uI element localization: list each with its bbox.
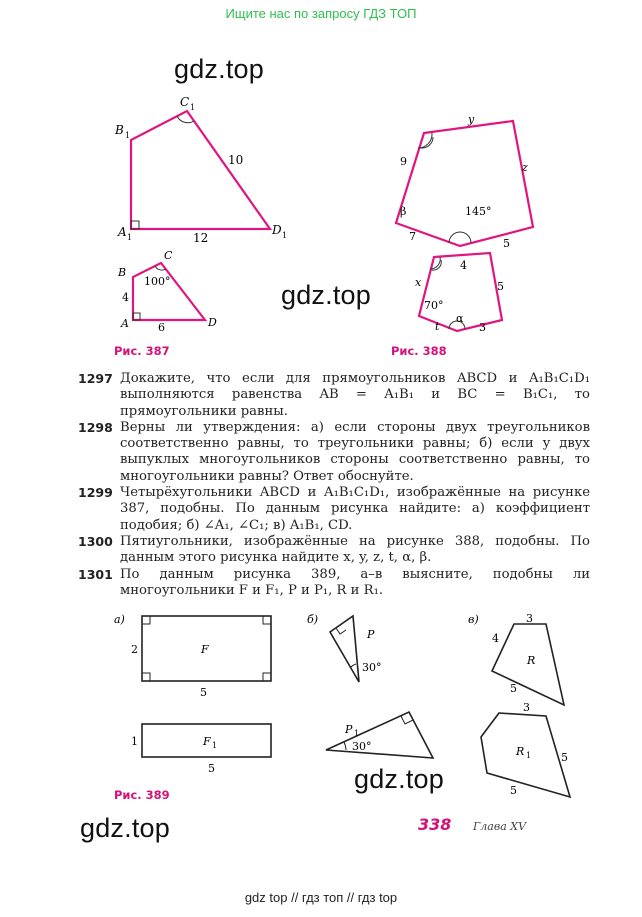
svg-text:12: 12: [193, 231, 209, 245]
watermark: gdz.top: [354, 764, 444, 794]
top-banner[interactable]: Ищите нас по запросу ГДЗ ТОП: [225, 6, 417, 21]
svg-text:y: y: [468, 113, 475, 126]
svg-text:1: 1: [125, 131, 131, 140]
fig389-v: [468, 612, 570, 797]
svg-text:5: 5: [503, 237, 510, 250]
svg-text:1: 1: [127, 233, 133, 242]
fig388-caption: Рис. 388: [391, 344, 447, 358]
problem-text: Четырёхугольники ABCD и A₁B₁C₁D₁, изображённые на рисунке 387, подобны. По данным рисунка найдите: а) коэффициент подобия; б) ∠A₁, ∠C₁; в) A₁B₁, CD.: [120, 485, 590, 533]
svg-text:5: 5: [208, 762, 215, 775]
svg-text:9: 9: [400, 155, 407, 168]
svg-text:4: 4: [492, 632, 499, 645]
svg-text:б): б): [307, 613, 319, 626]
watermark: gdz.top: [80, 813, 170, 843]
problem-text: Верны ли утверждения: а) если стороны двух треугольников соответственно равны, то треугольники равны; б) если у двух выпуклых многоугольников стороны соответственно равны, то многоугольники равны? Ответ обоснуйте.: [120, 419, 590, 484]
svg-text:30°: 30°: [362, 661, 382, 674]
svg-text:1: 1: [282, 231, 288, 240]
svg-text:R: R: [527, 654, 536, 667]
svg-text:7: 7: [409, 230, 416, 243]
problem-number: 1300: [78, 533, 113, 549]
fig387-small-quadrilateral: [117, 249, 217, 334]
fig389-b: [307, 613, 433, 758]
chapter-label: Глава XV: [473, 820, 527, 833]
svg-text:а): а): [114, 613, 125, 626]
svg-text:в): в): [468, 613, 479, 626]
fig387-big-quadrilateral: [114, 95, 287, 245]
problem-text: Докажите, что если для прямоугольников ABCD и A₁B₁C₁D₁ выполняются равенства AB = A₁B₁ и BC = B₁C₁, то прямоугольники равны.: [120, 371, 590, 419]
svg-text:1: 1: [354, 729, 360, 738]
svg-text:1: 1: [526, 751, 532, 760]
svg-text:z: z: [522, 161, 528, 174]
problem-1301: [78, 567, 590, 600]
problem-text: Пятиугольники, изображённые на рисунке 388, подобны. По данным этого рисунка найдите x, y, z, t, α, β.: [120, 533, 590, 566]
svg-text:5: 5: [510, 784, 517, 797]
svg-text:30°: 30°: [352, 740, 372, 753]
svg-text:R: R: [516, 745, 525, 758]
svg-text:5: 5: [510, 682, 517, 695]
svg-text:1: 1: [131, 735, 138, 748]
svg-text:P: P: [367, 628, 375, 641]
page-number: 338: [418, 815, 452, 834]
fig389-caption: Рис. 389: [114, 788, 170, 802]
svg-text:P: P: [345, 723, 353, 736]
problem-text: По данным рисунка 389, а–в выясните, подобны ли многоугольники F и F₁, P и P₁, R и R₁.: [120, 566, 590, 598]
label: B: [115, 123, 124, 137]
svg-text:A: A: [121, 317, 129, 330]
fig387-caption: Рис. 387: [114, 344, 170, 358]
svg-text:D: D: [272, 223, 282, 237]
svg-text:100°: 100°: [144, 275, 171, 288]
problem-list: [78, 371, 590, 599]
svg-text:70°: 70°: [424, 299, 444, 312]
svg-text:C: C: [180, 95, 190, 109]
svg-text:1: 1: [212, 741, 218, 750]
svg-text:5: 5: [200, 686, 207, 699]
svg-text:C: C: [164, 249, 173, 262]
svg-text:3: 3: [479, 321, 486, 334]
problem-number: 1301: [78, 566, 113, 582]
svg-text:4: 4: [460, 259, 467, 272]
svg-text:x: x: [415, 276, 422, 289]
svg-text:145°: 145°: [465, 205, 492, 218]
watermark: gdz.top: [174, 54, 264, 84]
svg-text:F: F: [203, 735, 211, 748]
svg-text:t: t: [435, 320, 440, 333]
problem-number: 1299: [78, 485, 113, 501]
svg-text:α: α: [456, 312, 464, 325]
svg-text:4: 4: [122, 291, 129, 304]
problem-1299: [78, 485, 590, 534]
fig388-small-pentagon: [415, 253, 504, 334]
problem-1298: [78, 420, 590, 485]
svg-text:B: B: [118, 266, 127, 279]
svg-text:1: 1: [190, 103, 196, 112]
svg-text:10: 10: [228, 153, 244, 167]
svg-text:A: A: [118, 225, 127, 239]
figures-387-388: [0, 0, 642, 360]
svg-text:5: 5: [561, 751, 568, 764]
svg-text:5: 5: [497, 280, 504, 293]
footer-links[interactable]: gdz top // гдз топ // гдз top: [244, 890, 398, 905]
svg-text:3: 3: [523, 701, 530, 714]
svg-text:F: F: [201, 643, 209, 656]
problem-1297: [78, 371, 590, 420]
svg-text:D: D: [208, 316, 217, 329]
problem-number: 1297: [78, 371, 113, 386]
svg-text:3: 3: [526, 612, 533, 625]
problem-number: 1298: [78, 419, 113, 435]
fig388-big-pentagon: [396, 113, 533, 250]
svg-text:6: 6: [158, 321, 165, 334]
svg-text:2: 2: [131, 643, 138, 656]
problem-1300: [78, 534, 590, 567]
svg-text:β: β: [400, 205, 407, 218]
fig389-a: [114, 613, 271, 775]
watermark: gdz.top: [281, 280, 371, 310]
